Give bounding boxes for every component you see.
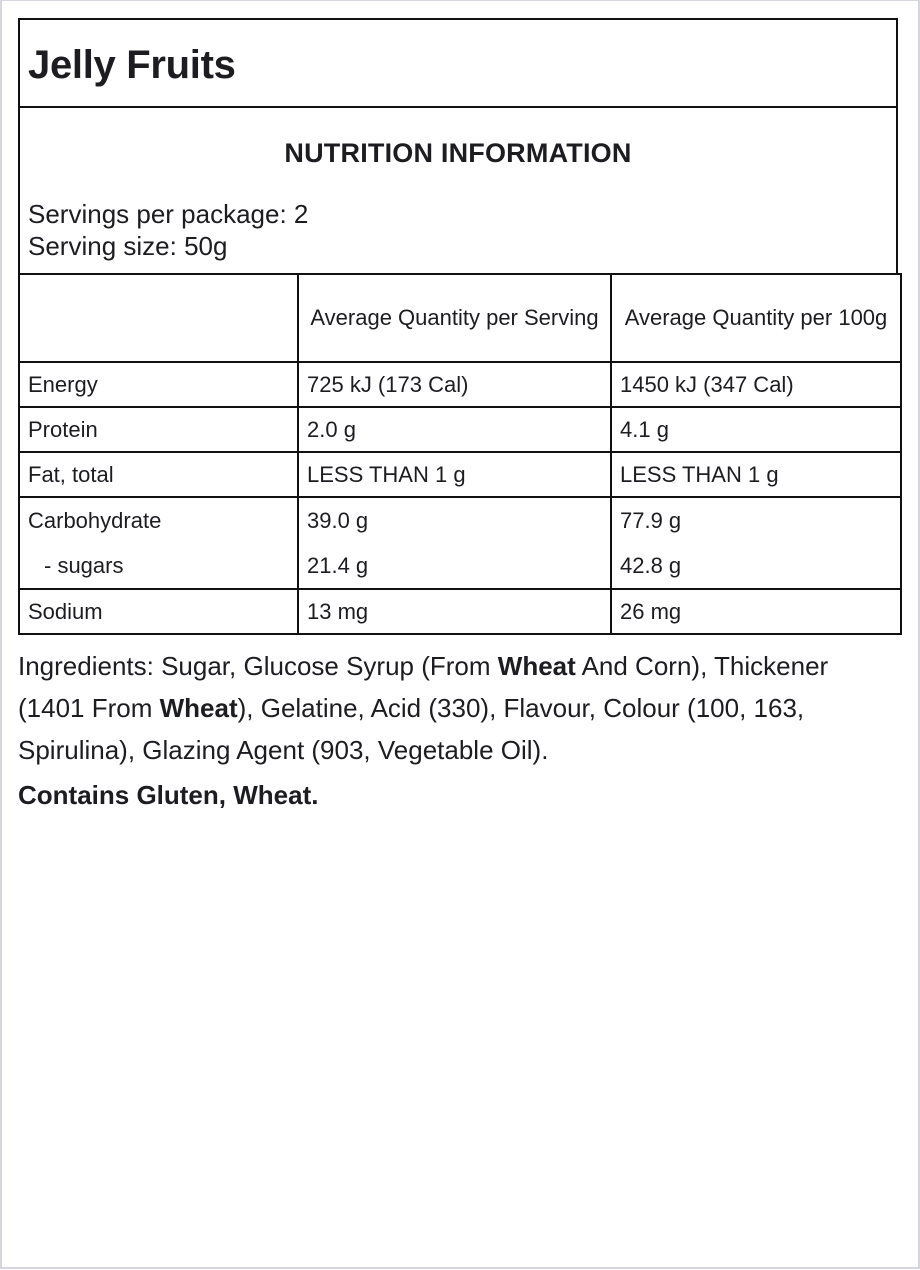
- nutrient-name-group: [19, 497, 298, 589]
- servings-per-package: Servings per package: 2: [28, 199, 309, 229]
- table-row-fat: [19, 452, 901, 497]
- per-serving-value: 39.0 g: [307, 508, 369, 533]
- sub-per-100g-value: 42.8 g: [620, 553, 682, 578]
- serving-info: [28, 198, 308, 262]
- ingredients-text: ), Gelatine, Acid (330), Flavour, Colour (100, 163, Spirulina), Glazing Agent (903, Vegetable Oil).: [18, 693, 805, 765]
- per-serving-value: LESS THAN 1 g: [298, 452, 611, 497]
- per-100g-value: 26 mg: [611, 589, 901, 634]
- table-row-carbohydrate: [19, 497, 901, 589]
- column-header-nutrient: [19, 274, 298, 362]
- ingredients-text: Ingredients: Sugar, Glucose Syrup (From: [18, 651, 498, 681]
- per-serving-value: 2.0 g: [298, 407, 611, 452]
- nutrition-table: [18, 273, 902, 635]
- nutrient-name: Energy: [19, 362, 298, 407]
- column-header-per-serving: Average Quantity per Serving: [298, 274, 611, 362]
- table-row-energy: [19, 362, 901, 407]
- ingredients-text: And Corn), Thickener (1401 From: [18, 651, 829, 723]
- sub-nutrient-name: - sugars: [44, 553, 124, 578]
- title-cell: [18, 18, 898, 108]
- table-row-protein: [19, 407, 901, 452]
- ingredients-list: [18, 645, 898, 771]
- per-100g-group: [611, 497, 901, 589]
- sub-per-serving-value: 21.4 g: [307, 553, 369, 578]
- nutrient-name: Carbohydrate: [28, 508, 162, 533]
- table-row-sodium: [19, 589, 901, 634]
- per-100g-value: 77.9 g: [620, 508, 682, 533]
- nutrition-info-header: [18, 108, 898, 275]
- ingredients-section: [18, 645, 898, 815]
- nutrient-name: Protein: [19, 407, 298, 452]
- allergen-highlight: Wheat: [159, 693, 238, 723]
- serving-size: Serving size: 50g: [28, 231, 228, 261]
- per-100g-value: 1450 kJ (347 Cal): [611, 362, 901, 407]
- per-serving-value: 725 kJ (173 Cal): [298, 362, 611, 407]
- per-100g-value: 4.1 g: [611, 407, 901, 452]
- allergen-highlight: Wheat: [497, 651, 576, 681]
- per-serving-group: [298, 497, 611, 589]
- nutrient-name: Fat, total: [19, 452, 298, 497]
- per-100g-value: LESS THAN 1 g: [611, 452, 901, 497]
- nutrition-label: [18, 18, 898, 635]
- per-serving-value: 13 mg: [298, 589, 611, 634]
- product-title: Jelly Fruits: [28, 42, 236, 87]
- nutrient-name: Sodium: [19, 589, 298, 634]
- table-header-row: [19, 274, 901, 362]
- column-header-per-100g: Average Quantity per 100g: [611, 274, 901, 362]
- nutrition-heading: NUTRITION INFORMATION: [284, 138, 632, 168]
- allergen-statement: Contains Gluten, Wheat.: [18, 780, 319, 810]
